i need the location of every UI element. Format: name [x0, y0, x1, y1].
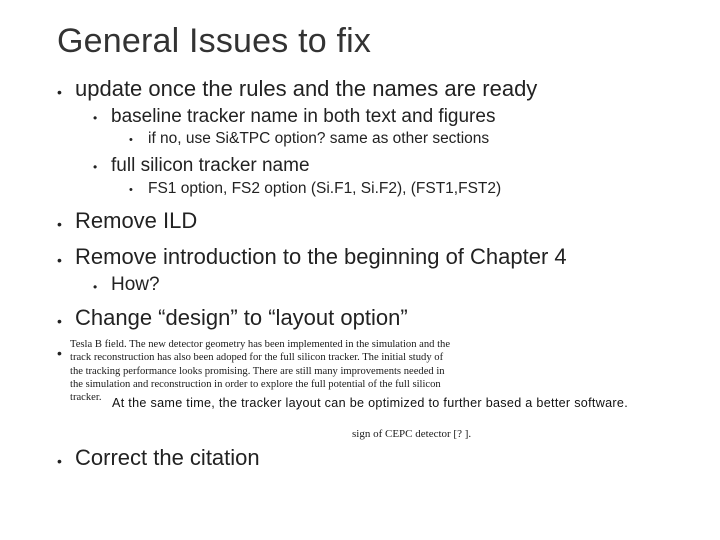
bullet-text: if no, use Si&TPC option? same as other sections	[148, 130, 490, 147]
inserted-sentence: At the same time, the tracker layout can be optimized to further based a better software.	[112, 396, 629, 410]
bullet-dot: •	[57, 313, 62, 329]
bullet-text: baseline tracker name in both text and figures	[111, 106, 496, 127]
bullet-dot: •	[129, 134, 133, 146]
bullet-text: Remove ILD	[75, 208, 198, 233]
excerpt-line: Tesla B field. The new detector geometry has been implemented in the simulation and the	[70, 339, 451, 350]
bullet-text: FS1 option, FS2 option (Si.F1, Si.F2), (FST1,FST2)	[148, 180, 502, 197]
bullet-dot: •	[57, 84, 62, 100]
bullet-text: Change “design” to “layout option”	[75, 305, 408, 330]
bullet-text: How?	[111, 274, 160, 295]
excerpt-tail: sign of CEPC detector [? ].	[352, 428, 472, 440]
slide-title: General Issues to fix	[57, 22, 372, 60]
bullet-text: update once the rules and the names are ready	[75, 76, 538, 101]
excerpt-line: the simulation and reconstruction in order to explore the full potential of the full silicon	[70, 378, 441, 390]
bullet-dot: •	[93, 280, 98, 294]
excerpt-line: tracker.	[70, 392, 102, 404]
bullet-text: Correct the citation	[75, 445, 260, 470]
excerpt-line: track reconstruction has also been adoped for the full silicon tracker. The initial study of	[70, 352, 444, 364]
bullet-dot: •	[129, 184, 133, 196]
bullet-dot: •	[93, 111, 98, 125]
bullet-dot: •	[57, 345, 62, 361]
bullet-text: Remove introduction to the beginning of Chapter 4	[75, 244, 567, 269]
bullet-dot: •	[57, 216, 62, 232]
bullet-dot: •	[57, 453, 62, 469]
bullet-dot: •	[57, 252, 62, 268]
bullet-text: full silicon tracker name	[111, 155, 310, 176]
excerpt-line: the tracking performance looks promising. There are still many improvements needed in	[70, 365, 445, 377]
bullet-dot: •	[93, 160, 98, 174]
document-excerpt	[70, 338, 500, 404]
